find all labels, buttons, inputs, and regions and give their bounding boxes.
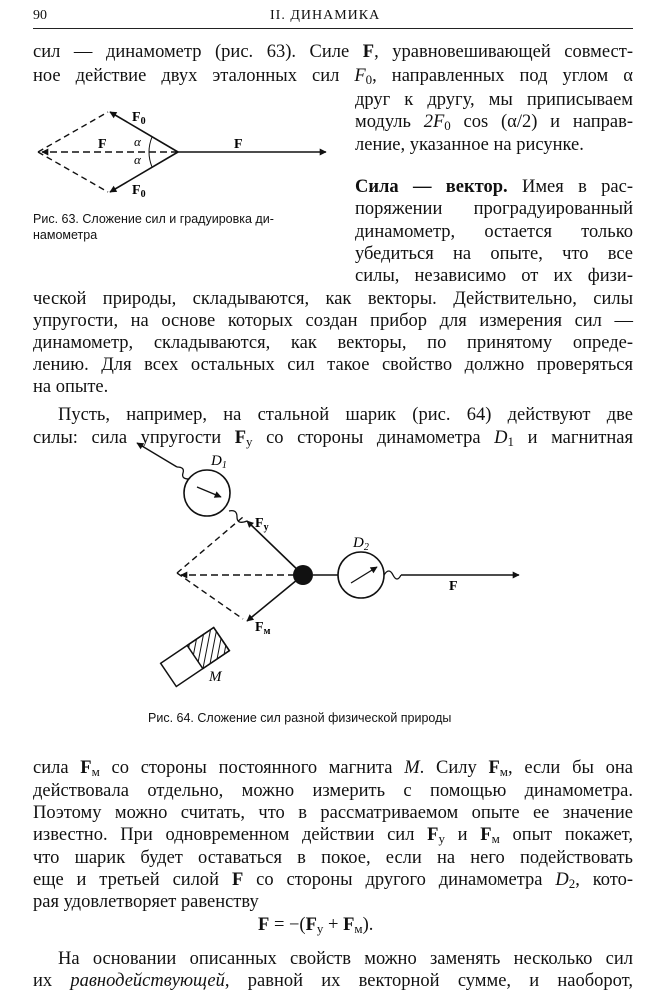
text-line: друг к другу, мы приписываем — [355, 90, 633, 110]
text-line: рая удовлетворяет равенству — [33, 892, 259, 912]
section-heading: Сила — вектор. — [355, 177, 508, 197]
fm-arrow — [247, 575, 303, 621]
text-line: что шарик будет оставаться в покое, если на него подействовать — [33, 848, 633, 868]
d1-pull-arrow — [137, 443, 177, 467]
fig63-caption-line2: намометра — [33, 228, 98, 242]
label-f-right: F — [234, 137, 243, 152]
label-alpha-bottom: α — [134, 152, 141, 167]
label-d1: $D_1$ — [211, 453, 227, 471]
text-line: сил — динамометр (рис. 63). Силе F, уравновешивающей совмест- — [33, 42, 633, 62]
text-line: лению. Для всех остальных сил такое свойство должно проверяться — [33, 355, 633, 375]
header-rule — [33, 28, 633, 29]
text-line: сила $F_м$ со стороны постоянного магнита M. Силу $F_м$, если бы она — [33, 758, 633, 780]
figure-63 — [28, 100, 338, 210]
text-line: динамометр, складываются, как векторы, по принятому опреде- — [33, 333, 633, 353]
dynamometer-d1 — [184, 470, 230, 516]
text-line: динамометр, остается только — [355, 222, 633, 242]
d2-spring — [384, 571, 401, 579]
dashed-edge — [38, 152, 108, 192]
label-f0-bottom: $F_0$ — [132, 183, 146, 200]
text-line: силы, независимо от их физи- — [355, 266, 633, 286]
text-line: их равнодействующей, равной их векторной сумме, и наоборот, — [33, 971, 633, 991]
text-line: силы: сила упругости $F_у$ со стороны динамометра $D_1$ и магнитная — [33, 428, 633, 450]
dashed-edge — [177, 517, 243, 573]
text-line: На основании описанных свойств можно заменять несколько сил — [58, 949, 633, 969]
text-line: Поэтому можно считать, что в рассматриваемом опыте ее значение — [33, 803, 633, 823]
text-line: поряжении проградуированный — [355, 199, 633, 219]
spring-d1 — [229, 511, 247, 523]
label-fy: $F_у$ — [255, 516, 269, 533]
label-f0-top: $F_0$ — [132, 110, 146, 127]
text-line: ление, указанное на рисунке. — [355, 135, 584, 155]
dynamometer-d2 — [338, 552, 384, 598]
text-line: известно. При одновременном действии сил $F_у$ и $F_м$ опыт покажет, — [33, 825, 633, 847]
page-number: 90 — [33, 8, 47, 23]
fig63-caption-line1: Рис. 63. Сложение сил и градуировка ди- — [33, 212, 274, 226]
d1-hook — [177, 467, 189, 479]
fig64-caption: Рис. 64. Сложение сил разной физической природы — [148, 711, 452, 725]
text-line: ческой природы, складываются, как векторы. Действительно, силы — [33, 289, 633, 309]
text-line: упругости, на основе которых создан прибор для измерения сил — — [33, 311, 633, 331]
label-m: M — [209, 669, 222, 685]
text-line: еще и третьей силой F со стороны другого динамометра $D_2$, кото- — [33, 870, 634, 892]
text-line: Пусть, например, на стальной шарик (рис. 64) действуют две — [58, 405, 633, 425]
label-fm: $F_м$ — [255, 620, 271, 637]
text-line: модуль $2F_0$ cos (α/2) и направ- — [355, 112, 633, 134]
equation: $F = -(F_у + F_м)$. — [258, 915, 374, 937]
steel-ball — [293, 565, 313, 585]
figure-64 — [125, 435, 525, 705]
chapter-title: II. ДИНАМИКА — [270, 8, 381, 23]
f0-bottom-arrow — [110, 152, 178, 192]
label-f: F — [449, 579, 458, 594]
label-f-left: F — [98, 137, 107, 152]
text-line: действовала отдельно, можно измерить с помощью динамометра. — [33, 781, 633, 801]
text-line: убедиться на опыте, что все — [355, 244, 633, 264]
label-alpha-top: α — [134, 134, 141, 149]
label-d2: $D_2$ — [353, 535, 369, 553]
text-line: ное действие двух эталонных сил $F_0$, направленных под углом α — [33, 66, 633, 88]
text-line: на опыте. — [33, 377, 109, 397]
dashed-edge — [177, 573, 243, 619]
text-line: Сила — вектор. Имея в рас- — [355, 177, 633, 197]
